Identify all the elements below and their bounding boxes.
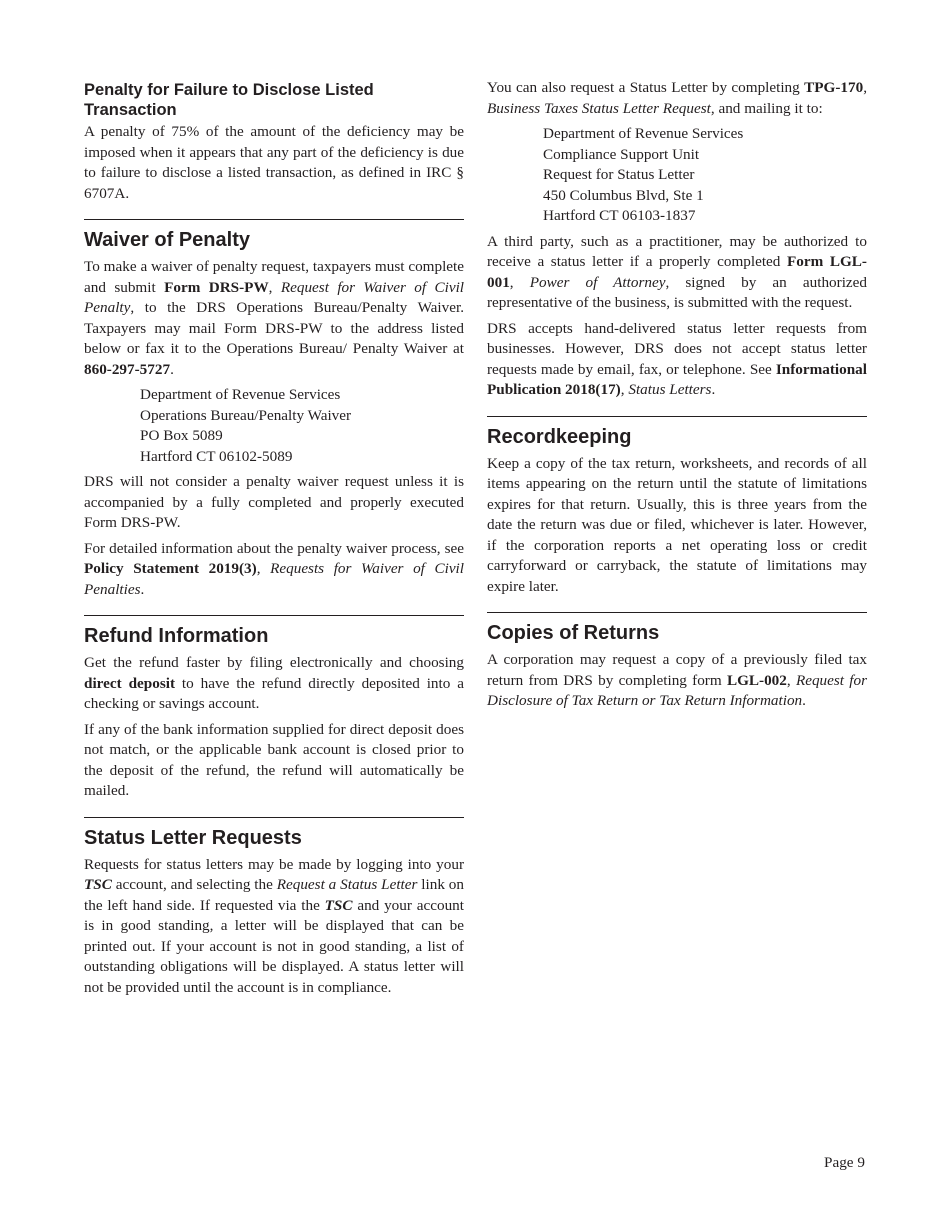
failure-to-disclose-paragraph: A penalty of 75% of the amount of the deficiency may be imposed when it appears that any part of the deficiency is due to failure to disclose a listed transaction, as defined in IRC § 6707A. (84, 123, 464, 202)
heading-waiver-of-penalty: Waiver of Penalty (84, 229, 250, 251)
form-drs-pw-ref: Form DRS-PW (164, 278, 269, 296)
waiver-paragraph-1: To make a waiver of penalty request, taxpayers must complete and submit Form DRS-PW, Request for Waiver of Civil Penalty, to the DRS Operations Bureau/Penalty Waiver. Taxpayers may mail Form DRS-PW to the address listed below or fax it to the Operations Bureau/ Penalty Waiver at 860-297-5727. (84, 258, 465, 378)
waiver-paragraph-3: For detailed information about the penalty waiver process, see Policy Statement 2019(3), Requests for Waiver of Civil Penalties. (84, 539, 464, 598)
waiver-mailing-address (140, 385, 464, 467)
section-divider (84, 817, 464, 818)
heading-failure-to-disclose: Penalty for Failure to Disclose Listed Transaction (84, 81, 374, 119)
form-tpg-170-ref: TPG-170 (804, 79, 864, 96)
address-line: Operations Bureau/Penalty Waiver (140, 406, 352, 424)
section-divider (487, 416, 867, 417)
form-lgl-002-ref: LGL-002 (726, 671, 787, 689)
right-column (487, 78, 867, 717)
address-line: PO Box 5089 (140, 427, 223, 444)
address-line: 450 Columbus Blvd, Ste 1 (543, 186, 704, 204)
third-party-paragraph: A third party, such as a practitioner, may be authorized to receive a status letter if a properly completed Form LGL-001, Power of Attorney, signed by an authorized representative of the business, is submitted with the request. (487, 232, 867, 311)
status-letter-paragraph: Requests for status letters may be made by logging into your TSC account, and selecting the Request a Status Letter link on the left hand side. If requested via the TSC and your account is in good standing, a letter will be displayed that can be printed out. If your account is not in good standing, a list of outstanding obligations will be displayed. A status letter will not be provided until the account is in compliance. (84, 855, 464, 996)
refund-paragraph-2: If any of the bank information supplied for direct deposit does not match, or the applicable bank account is closed prior to the deposit of the refund, the refund will automatically be mailed. (84, 720, 464, 799)
status-letter-mailing-address (543, 124, 867, 227)
waiver-paragraph-2: DRS will not consider a penalty waiver request unless it is accompanied by a fully completed and properly executed Form DRS-PW. (84, 473, 464, 531)
form-lgl-001-ref: Form LGL-001 (487, 253, 867, 291)
recordkeeping-paragraph: Keep a copy of the tax return, worksheets, and records of all items appearing on the return until the statute of limitations expires for that return. Usually, this is three years from the date the return was due or filed, whichever is later. However, if the corporation reports a net operating loss or credit carryforward or carryback, the statute of limitations may expire later. (487, 454, 867, 595)
refund-paragraph-1: Get the refund faster by filing electronically and choosing direct deposit to have the refund directly deposited into a checking or savings account. (84, 654, 464, 712)
section-divider (84, 219, 464, 220)
page-number: Page 9 (824, 1154, 865, 1171)
address-line: Hartford CT 06103-1837 (543, 207, 696, 224)
address-line: Compliance Support Unit (543, 145, 700, 163)
section-divider (487, 612, 867, 613)
policy-statement-ref: Policy Statement 2019(3) (84, 560, 257, 577)
heading-recordkeeping: Recordkeeping (487, 425, 632, 448)
left-column (84, 78, 464, 1003)
section-divider (84, 615, 464, 616)
address-line: Hartford CT 06102-5089 (140, 447, 293, 465)
address-line: Request for Status Letter (543, 166, 695, 183)
hand-delivered-paragraph: DRS accepts hand-delivered status letter requests from businesses. However, DRS does not accept status letter requests made by email, fax, or telephone. See Informational Publication 2018(17), Status Letters. (487, 319, 867, 398)
fax-number: 860-297-5727 (84, 360, 171, 378)
address-line: Department of Revenue Services (140, 386, 341, 403)
address-line: Department of Revenue Services (543, 125, 744, 142)
heading-refund-information: Refund Information (84, 625, 269, 647)
heading-copies-of-returns: Copies of Returns (487, 622, 660, 644)
informational-publication-ref: Informational Publication 2018(17) (487, 360, 867, 398)
copies-of-returns-paragraph: A corporation may request a copy of a previously filed tax return from DRS by completing form LGL-002, Request for Disclosure of Tax Return or Tax Return Information. (487, 651, 867, 709)
status-letter-form-paragraph: You can also request a Status Letter by completing TPG-170, Business Taxes Status Letter Request, and mailing it to: (487, 79, 867, 117)
heading-status-letter-requests: Status Letter Requests (84, 826, 302, 849)
